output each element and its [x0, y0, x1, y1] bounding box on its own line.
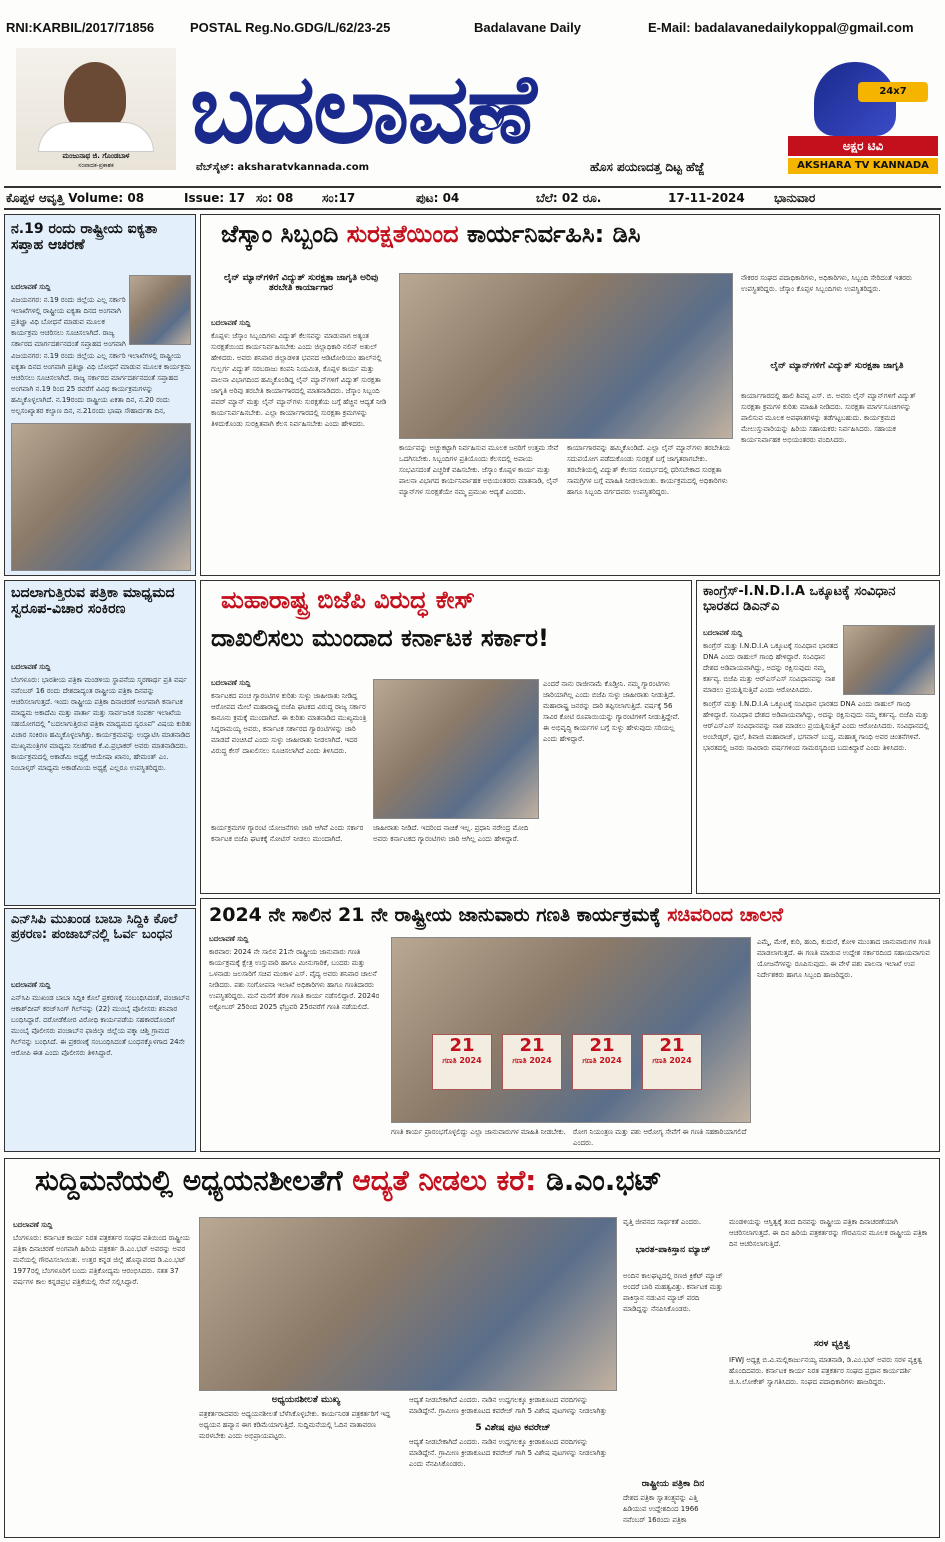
- price: ಬೆಲೆ: 02 ರೂ.: [536, 191, 602, 205]
- sanchike: ಸಂ:17: [322, 191, 356, 205]
- maharashtra-headline-2: ದಾಖಲಿಸಲು ಮುಂದಾದ ಕರ್ನಾಟಕ ಸರ್ಕಾರ!: [211, 624, 549, 652]
- poster-caption: ಗಣತಿ 2024: [442, 1056, 482, 1065]
- maharashtra-text-bottom-left: ಕಾರ್ಯಕ್ರಮಗಳ ಗ್ಯಾರಂಟಿ ಯೋಜನೆಗಳು ಜಾರಿ ಆಗಿವೆ ಎಂದು ಸರ್ಕಾರ ಕರ್ನಾಟಕ ಬಿಜೆಪಿ ಘಟಕಕ್ಕೆ ನೋಟಿಸ್ ನೀಡಲು ಮುಂದಾಗಿದೆ.: [211, 824, 364, 843]
- gescom-text-right2: ಕಾರ್ಯಾಗಾರದಲ್ಲಿ ಹಾಲಿ ಶಿವಪ್ಪ ಎಸ್. ಬಿ. ಅವರು ಲೈನ್ ಮ್ಯಾನ್‌ಗಳಿಗೆ ವಿದ್ಯುತ್ ಸುರಕ್ಷತಾ ಕ್ರಮಗಳ ಕುರಿತು ಮಾಹಿತಿ ನೀಡಿದರು. ಸುರಕ್ಷತಾ ಮಾರ್ಗಸೂಚಿಗಳನ್ನು ಪಾಲಿಸುವ ಮೂಲಕ ಅಪಘಾತಗಳನ್ನು ತಡೆಗಟ್ಟಬಹುದು. ಕಾರ್ಯಕ್ರಮದ ಮೇಲುಸ್ತುವಾರಿಯನ್ನು ಹಿರಿಯ ಸಹಾಯಕರು ನಿರ್ವಹಿಸಿದರು. ಸಹಾಯಕ ಕಾರ್ಯನಿರ್ವಾಹಕ ಅಭಿಯಂತರರು ವಂದಿಸಿದರು.: [741, 392, 916, 444]
- issue: Issue: 17: [184, 191, 246, 205]
- story-headline: ಬದಲಾಗುತ್ತಿರುವ ಪತ್ರಿಕಾ ಮಾಧ್ಯಮದ ಸ್ವರೂಪ-ವಿಚಾರ ಸಂಕಿರಣ: [11, 585, 175, 618]
- maharashtra-text-left: ಕರ್ನಾಟಕದ ಪಂಚ ಗ್ಯಾರಂಟಿಗಳ ಕುರಿತು ಸುಳ್ಳು ಜಾಹೀರಾತು ನೀಡಿದ್ದ ಆರೋಪದ ಮೇಲೆ ಮಹಾರಾಷ್ಟ್ರ ಬಿಜೆಪಿ ಘಟಕದ ವಿರುದ್ಧ ರಾಜ್ಯ ಸರ್ಕಾರ ಕಾನೂನು ಕ್ರಮಕ್ಕೆ ಮುಂದಾಗಿದೆ. ಈ ಕುರಿತು ಮಾತನಾಡಿದ ಮುಖ್ಯಮಂತ್ರಿ ಸಿದ್ದರಾಮಯ್ಯ ಅವರು, ಕರ್ನಾಟಕ ಸರ್ಕಾರದ ಗ್ಯಾರಂಟಿಗಳನ್ನು ಜಾರಿ ಮಾಡದೆ ವಂಚಿಸಿದೆ ಎಂದು ಸುಳ್ಳು ಜಾಹೀರಾತು ನೀಡಲಾಗಿದೆ. ಇದರ ವಿರುದ್ಧ ಕೇಸ್ ದಾಖಲಿಸಲು ಸೂಚಿಸಲಾಗಿದೆ ಎಂದು ತಿಳಿಸಿದರು.: [211, 692, 367, 755]
- headline-part-1: 2024 ನೇ ಸಾಲಿನ 21 ನೇ ರಾಷ್ಟ್ರೀಯ ಜಾನುವಾರು ಗಣತಿ ಕಾರ್ಯಕ್ರಮಕ್ಕೆ: [209, 904, 661, 926]
- poster-caption: ಗಣತಿ 2024: [582, 1056, 622, 1065]
- story-text: ಎನ್‌ಸಿಪಿ ಮುಖಂಡ ಬಾಬಾ ಸಿದ್ದಿಕಿ ಕೊಲೆ ಪ್ರಕರಣಕ್ಕೆ ಸಂಬಂಧಿಸಿದಂತೆ, ಪಂಜಾಬ್‌ನ ಆಕಾಶ್‌ದೀಪ್ ಕರಜ್‌ಸಿಂಗ್ ಗಿಲ್‌ನನ್ನು (22) ಮುಂಬೈ ಪೊಲೀಸರು ಶನಿವಾರ ಬಂಧಿಸಿದ್ದಾರೆ. ದರೋಡೆಕೋರ ವಿರೋಧಿ ಕಾರ್ಯಪಡೆಯ ಸಹಕಾರದೊಂದಿಗೆ ಮುಂಬೈ ಪೊಲೀಸರು ಪಂಜಾಬ್‌ನ ಫಾಜಿಲ್ಕಾ ಜಿಲ್ಲೆಯ ಪಕ್ಕಾ ಚಿಶ್ತಿ ಗ್ರಾಮದ ಗಿಲ್‌ನನ್ನು ಬಂಧಿಸಿದೆ. ಈ ಪ್ರಕರಣಕ್ಕೆ ಸಂಬಂಧಿಸಿದಂತೆ ಬಂಧನಕ್ಕೊಳಗಾದ 24ನೇ ಆರೋಪಿ ಈತ ಎಂದು ಪೊಲೀಸರು ತಿಳಿಸಿದ್ದಾರೆ.: [11, 994, 190, 1057]
- bhat-text-right2: ದೇಶದ ಪತ್ರಿಕಾ ಸ್ವಾತಂತ್ರ್ಯವನ್ನು ಎತ್ತಿ ಹಿಡಿಯುವ ಉದ್ದೇಶದಿಂದ 1966 ನವೆಂಬರ್ 16ರಂದು ಪತ್ರಿಕಾ: [623, 1494, 699, 1524]
- bhat-text-far-right2: IFWJ ಅಧ್ಯಕ್ಷ ಬಿ.ವಿ.ಮಲ್ಲಿಕಾರ್ಜುನಯ್ಯ ಮಾತನಾಡಿ, ಡಿ.ಎಂ.ಭಟ್ ಅವರು ಸರಳ ವ್ಯಕ್ತಿತ್ವ ಹೊಂದಿದವರು. ಕರ್ನಾಟಕ ಕಾರ್ಯ ನಿರತ ಪತ್ರಕರ್ತರ ಸಂಘದ ಪ್ರಧಾನ ಕಾರ್ಯದರ್ಶಿ ಜಿ.ಸಿ.ಲೋಕೇಶ್ ಸ್ವಾಗತಿಸಿದರು. ಸಂಘದ ಪದಾಧಿಕಾರಿಗಳು ಹಾಜರಿದ್ದರು.: [729, 1356, 923, 1386]
- congress-headline: ಕಾಂಗ್ರೆಸ್-I.N.D.I.A ಒಕ್ಕೂಟಕ್ಕೆ ಸಂವಿಧಾನ ಭಾರತದ ಡಿಎನ್‌ಎ: [703, 584, 896, 614]
- rni-number: RNI:KARBIL/2017/71856: [6, 20, 155, 35]
- editor-role: ಸಂಪಾದಕ-ಪ್ರಕಾಶಕ: [78, 162, 114, 169]
- left-story-1: [4, 214, 196, 576]
- story-text-b: ವಿಜಯನಗರ: ನ.19 ರಂದು ಜಿಲ್ಲೆಯ ಎಲ್ಲ ಸರ್ಕಾರಿ ಇಲಾಖೆಗಳಲ್ಲಿ ರಾಷ್ಟ್ರೀಯ ಐಕ್ಯತಾ ದಿನದ ಅಂಗವಾಗಿ ಪ್ರತಿಜ್ಞಾ ವಿಧಿ ಬೋಧನೆ ಮಾಡುವ ಮೂಲಕ ಕಾರ್ಯಕ್ರಮ ಆಚರಿಸಲು ಸೂಚಿಸಲಾಗಿದೆ. ರಾಜ್ಯ ಸರ್ಕಾರದ ಮಾರ್ಗದರ್ಶನದಂತೆ ಸಪ್ತಾಹದ ಅಂಗವಾಗಿ ನ.19 ರಿಂದ 25 ರವರೆಗೆ ವಿವಿಧ ಕಾರ್ಯಕ್ರಮಗಳನ್ನು ಹಮ್ಮಿಕೊಳ್ಳಲಾಗಿದೆ. ನ.19ರಂದು ರಾಷ್ಟ್ರೀಯ ಏಕತಾ ದಿನ, ನ.20 ರಂದು ಅಲ್ಪಸಂಖ್ಯಾತರ ಕಲ್ಯಾಣ ದಿನ, ನ.21ರಂದು ಭಾಷಾ ಸೌಹಾರ್ದತಾ ದಿನ,: [11, 352, 191, 415]
- census-text-right: ಎಮ್ಮೆ, ಮೇಕೆ, ಕುರಿ, ಹಂದಿ, ಕುದುರೆ, ಕೋಳಿ ಮುಂತಾದ ಜಾನುವಾರುಗಳ ಗಣತಿ ಮಾಡಲಾಗುತ್ತದೆ. ಈ ಗಣತಿ ಮಾಡುವ ಉದ್ದೇಶ ಸರ್ಕಾರದಿಂದ ಸಹಾಯವಾಗುವ ಯೋಜನೆಗಳನ್ನು ರೂಪಿಸುವುದು. ಈ ವೇಳೆ ಪಶು ಪಾಲನಾ ಇಲಾಖೆ ಉಪ ನಿರ್ದೇಶಕರು ಹಾಗೂ ಸಿಬ್ಬಂದಿ ಹಾಜರಿದ್ದರು.: [757, 938, 931, 979]
- bhat-sub2: 5 ವಿಶೇಷ ಪುಟ ಕವರೇಜ್: [475, 1423, 551, 1433]
- maharashtra-headline-1: ಮಹಾರಾಷ್ಟ್ರ ಬಿಜೆಪಿ ವಿರುದ್ಧ ಕೇಸ್: [221, 586, 475, 614]
- bhat-headline: [35, 1165, 915, 1197]
- page-count: ಪುಟ: 04: [416, 191, 460, 205]
- gescom-side-head: ಲೈನ್ ಮ್ಯಾನ್‌ಗಳಿಗೆ ವಿದ್ಯುತ್ ಸುರಕ್ಷತಾ ಜಾಗೃತಿ: [770, 361, 904, 371]
- census-text-mid2: ರೋಗ ನಿಯಂತ್ರಣ ಮತ್ತು ಪಶು ಆರೋಗ್ಯ ಸೇವೆಗೆ ಈ ಗಣತಿ ಸಹಕಾರಿಯಾಗಲಿದೆ ಎಂದರು.: [573, 1128, 747, 1147]
- left-story-2: [4, 580, 196, 906]
- bhat-text-mid2: ಆದ್ಯತೆ ನೀಡಬೇಕಾಗಿದೆ ಎಂದರು. ನಾಡಿನ ಉದ್ದಗಲಕ್ಕೂ ಕ್ರೀಡಾಕೂಟದ ವರದಿಗಳನ್ನು ಮಾಡಿದ್ದೇನೆ. ಗ್ರಾಮೀಣ ಕ್ರೀಡಾಕೂಟದ ಕವರೇಜ್ ಗಾಗಿ 5 ವಿಶೇಷ ಪುಟಗಳನ್ನು ನೀಡಲಾಗಿತ್ತು ಎಂದು ನೆನಪಿಸಿಕೊಂಡರು.: [409, 1438, 607, 1468]
- headline-part-2: ಸುರಕ್ಷತೆಯಿಂದ: [346, 220, 459, 248]
- cm-photo: [373, 679, 539, 819]
- compass-icon: [478, 104, 504, 130]
- congress-text-a: ಕಾಂಗ್ರೆಸ್ ಮತ್ತು I.N.D.I.A ಒಕ್ಕೂಟಕ್ಕೆ ಸಂವಿಧಾನ ಭಾರತದ DNA ಎಂದು ರಾಹುಲ್ ಗಾಂಧಿ ಹೇಳಿದ್ದಾರೆ. ಸಂವಿಧಾನ ದೇಶದ ಅಡಿಪಾಯವಾಗಿದ್ದು, ಅದನ್ನು ರಕ್ಷಿಸುವುದು ನಮ್ಮ ಕರ್ತವ್ಯ. ಬಿಜೆಪಿ ಮತ್ತು ಆರ್‌ಎಸ್‌ಎಸ್ ಸಂವಿಧಾನವನ್ನು ನಾಶ ಮಾಡಲು ಪ್ರಯತ್ನಿಸುತ್ತಿವೆ ಎಂದು ಆರೋಪಿಸಿದರು.: [703, 642, 838, 694]
- byline: ಬದಲಾವಣೆ ಸುದ್ದಿ: [211, 319, 251, 327]
- poster-number: 21: [449, 1035, 475, 1056]
- bhat-text-left: ಬೆಂಗಳೂರು: ಕರ್ನಾಟಕ ಕಾರ್ಯ ನಿರತ ಪತ್ರಕರ್ತರ ಸಂಘದ ವತಿಯಿಂದ ರಾಷ್ಟ್ರೀಯ ಪತ್ರಿಕಾ ದಿನಾಚರಣೆ ಅಂಗವಾಗಿ ಹಿರಿಯ ಪತ್ರಕರ್ತ ಡಿ.ಎಂ.ಭಟ್ ಅವರನ್ನು ಅವರ ಮನೆಯಲ್ಲಿ ಗೌರವಿಸಲಾಯಿತು. ಉತ್ತರ ಕನ್ನಡ ಜಿಲ್ಲೆ ಹೊನ್ನಾವರದ ಡಿ.ಎಂ.ಭಟ್ 1977ರಲ್ಲಿ ಬೆಂಗಳೂರಿಗೆ ಬಂದು ಪತ್ರಿಕೋದ್ಯಮ ಆರಂಭಿಸಿದರು. ಸತತ 37 ವರ್ಷಗಳ ಕಾಲ ಕನ್ನಡಪ್ರಭ ಪತ್ರಿಕೆಯಲ್ಲಿ ಸೇವೆ ಸಲ್ಲಿಸಿದ್ದಾರೆ.: [13, 1234, 190, 1286]
- byline: ಬದಲಾವಣೆ ಸುದ್ದಿ: [11, 981, 51, 989]
- congress-text-b: ಕಾಂಗ್ರೆಸ್ ಮತ್ತು I.N.D.I.A ಒಕ್ಕೂಟಕ್ಕೆ ಸಂವಿಧಾನ ಭಾರತದ DNA ಎಂದು ರಾಹುಲ್ ಗಾಂಧಿ ಹೇಳಿದ್ದಾರೆ. ಸಂವಿಧಾನ ದೇಶದ ಅಡಿಪಾಯವಾಗಿದ್ದು, ಅದನ್ನು ರಕ್ಷಿಸುವುದು ನಮ್ಮ ಕರ್ತವ್ಯ. ಬಿಜೆಪಿ ಮತ್ತು ಆರ್‌ಎಸ್‌ಎಸ್ ಸಂವಿಧಾನವನ್ನು ನಾಶ ಮಾಡಲು ಪ್ರಯತ್ನಿಸುತ್ತಿವೆ ಎಂದು ಆರೋಪಿಸಿದರು. ಸಂವಿಧಾನದಲ್ಲಿ ಅಂಬೇಡ್ಕರ್, ಫುಲೆ, ಶಿವಾಜಿ ಮಹಾರಾಜ್, ಭಗವಾನ್ ಬುದ್ಧ, ಮಹಾತ್ಮ ಗಾಂಧಿ ಅವರ ಚಿಂತನೆಗಳಿವೆ. ಭಾರತದಲ್ಲಿ ಜನರು ಸಾವಿರಾರು ವರ್ಷಗಳಿಂದ ಸಾಮರಸ್ಯದಿಂದ ಬದುಕಿದ್ದಾರೆ ಎಂದು ತಿಳಿಸಿದರು.: [703, 700, 929, 752]
- gescom-text-right: ನೌಕರರ ಸಂಘದ ಪದಾಧಿಕಾರಿಗಳು, ಅಧಿಕಾರಿಗಳು, ಸಿಬ್ಬಂದಿ ಸೇರಿದಂತೆ ಇತರರು ಉಪಸ್ಥಿತರಿದ್ದರು. ಜೆಸ್ಕಾಂ ಕೊಪ್ಪಳ ಸಿಬ್ಬಂದಿಗಳು ಉಪಸ್ಥಿತರಿದ್ದರು.: [741, 274, 912, 293]
- poster-number: 21: [519, 1035, 545, 1056]
- headline-part-2: ಆದ್ಯತೆ ನೀಡಲು ಕರೆ:: [352, 1164, 537, 1197]
- headline-part-1: ಸುದ್ದಿಮನೆಯಲ್ಲಿ ಅಧ್ಯಯನಶೀಲತೆಗೆ: [35, 1164, 343, 1197]
- edition-info-bar: [4, 186, 941, 210]
- byline: ಬದಲಾವಣೆ ಸುದ್ದಿ: [703, 629, 743, 637]
- gescom-headline: [221, 221, 931, 249]
- bhat-sub4: ರಾಷ್ಟ್ರೀಯ ಪತ್ರಿಕಾ ದಿನ: [641, 1479, 705, 1489]
- byline: ಬದಲಾವಣೆ ಸುದ್ದಿ: [13, 1221, 53, 1229]
- headline-part-3: ಕಾರ್ಯನಿರ್ವಹಿಸಿ: ಡಿಸಿ: [466, 220, 641, 248]
- census-story: [200, 898, 940, 1152]
- akshara-tv-logo: [788, 62, 938, 190]
- official-photo: [129, 275, 191, 345]
- byline: ಬದಲಾವಣೆ ಸುದ್ದಿ: [11, 283, 51, 291]
- census-text-left: ಕಾರವಾರ: 2024 ನೇ ಸಾಲಿನ 21ನೇ ರಾಷ್ಟ್ರೀಯ ಜಾನುವಾರು ಗಣತಿ ಕಾರ್ಯಕ್ರಮಕ್ಕೆ ಕ್ಷೇತ್ರ ಉಸ್ತುವಾರಿ ಹಾಗೂ ಮೀನುಗಾರಿಕೆ, ಬಂದರು ಮತ್ತು ಒಳನಾಡು ಜಲಸಾರಿಗೆ ಸಚಿವ ಮಂಕಾಳ ಎಸ್. ವೈದ್ಯ ಅವರು ಶನಿವಾರ ಚಾಲನೆ ನೀಡಿದರು. ಪಶು ಸಂಗೋಪನಾ ಇಲಾಖೆ ಅಧಿಕಾರಿಗಳು ಹಾಗೂ ಗಣತಿದಾರರು ಉಪಸ್ಥಿತರಿದ್ದರು. ಮನೆ ಮನೆಗೆ ತೆರಳಿ ಗಣತಿ ಕಾರ್ಯ ನಡೆಸಲಿದ್ದಾರೆ. 2024ರ ಅಕ್ಟೋಬರ್ 25ರಿಂದ 2025 ಫೆಬ್ರವರಿ 25ರವರೆಗೆ ಗಣತಿ ನಡೆಯಲಿದೆ.: [209, 948, 380, 1011]
- maharashtra-text-right: ಎಂದರೆ ನಾನು ರಾಜೀನಾಮೆ ಕೊಡ್ತೀನಿ. ನಮ್ಮ ಗ್ಯಾರಂಟಿಗಳು ಜಾರಿಯಾಗಿಲ್ಲ ಎಂದು ಬಿಜೆಪಿ ಸುಳ್ಳು ಜಾಹೀರಾತು ನೀಡುತ್ತಿದೆ. ಮಹಾರಾಷ್ಟ್ರ ಜನರನ್ನು ದಾರಿ ತಪ್ಪಿಸಲಾಗುತ್ತಿದೆ. ವರ್ಷಕ್ಕೆ 56 ಸಾವಿರ ಕೋಟಿ ರೂಪಾಯಿಯನ್ನು ಗ್ಯಾರಂಟಿಗಳಿಗೆ ನೀಡುತ್ತಿದ್ದೇವೆ. ಈ ಅಭಿವೃದ್ಧಿ ಕಾರ್ಯಗಳ ಬಗ್ಗೆ ಸುಳ್ಳು ಹೇಳುವುದು ಸರಿಯಲ್ಲ ಎಂದು ಹೇಳಿದ್ದಾರೆ.: [543, 680, 680, 743]
- gescom-text-mid1: ಕಾರ್ಯವನ್ನು ಅಚ್ಚುಕಟ್ಟಾಗಿ ನಿರ್ವಹಿಸುವ ಮೂಲಕ ಜನರಿಗೆ ಉತ್ತಮ ಸೇವೆ ಒದಗಿಸಬೇಕು. ಸಿಬ್ಬಂದಿಗಳ ಪ್ರತಿಯೊಂದು ಕೆಲಸದಲ್ಲಿ ಅಪಾಯ ಸಂಭವಿಸದಂತೆ ಎಚ್ಚರಿಕೆ ವಹಿಸಬೇಕು. ಜೆಸ್ಕಾಂ ಕೊಪ್ಪಳ ಕಾರ್ಯ ಮತ್ತು ಪಾಲನಾ ವಿಭಾಗದ ಕಾರ್ಯನಿರ್ವಾಹಕ ಅಭಿಯಂತರರು ಮಾತನಾಡಿ, ಲೈನ್ ಮ್ಯಾನ್‌ಗಳ ಸುರಕ್ಷತೆಯೇ ನಮ್ಮ ಪ್ರಮುಖ ಆದ್ಯತೆ ಎಂದರು.: [399, 444, 559, 496]
- byline: ಬದಲಾವಣೆ ಸುದ್ದಿ: [211, 679, 251, 687]
- event-photo: [11, 423, 191, 571]
- postal-reg: POSTAL Reg.No.GDG/L/62/23-25: [190, 20, 391, 35]
- story-text-a: ವಿಜಯನಗರ: ನ.19 ರಂದು ಜಿಲ್ಲೆಯ ಎಲ್ಲ ಸರ್ಕಾರಿ ಇಲಾಖೆಗಳಲ್ಲಿ ರಾಷ್ಟ್ರೀಯ ಐಕ್ಯತಾ ದಿನದ ಅಂಗವಾಗಿ ಪ್ರತಿಜ್ಞಾ ವಿಧಿ ಬೋಧನೆ ಮಾಡುವ ಮೂಲಕ ಕಾರ್ಯಕ್ರಮ ಆಚರಿಸಲು ಸೂಚಿಸಲಾಗಿದೆ. ರಾಜ್ಯ ಸರ್ಕಾರದ ಮಾರ್ಗದರ್ಶನದಂತೆ ಸಪ್ತಾಹದ ಅಂಗವಾಗಿ: [11, 296, 126, 348]
- headline-part-3: ಡಿ.ಎಂ.ಭಟ್: [546, 1164, 662, 1197]
- poster-caption: ಗಣತಿ 2024: [652, 1056, 692, 1065]
- bhat-text-right: ಅಂದಿನ ಕಾಲಘಟ್ಟದಲ್ಲಿ ರಣಜಿ ಕ್ರಿಕೆಟ್ ಮ್ಯಾಚ್ ಅಂದರೆ ಬಾರಿ ಮಹತ್ವವಿತ್ತು. ಕರ್ನಾಟಕ ಮತ್ತು ಪಾಕಿಸ್ತಾನ ನಡುವಿನ ಮ್ಯಾಚ್ ವರದಿ ಮಾಡಿದ್ದನ್ನು ನೆನಪಿಸಿಕೊಂಡರು.: [623, 1272, 723, 1313]
- story-text: ಬೆಂಗಳೂರು: ಭಾರತೀಯ ಪತ್ರಿಕಾ ಮಂಡಳಿಯ ಸ್ಥಾಪನೆಯ ಸ್ಮರಣಾರ್ಥ ಪ್ರತಿ ವರ್ಷ ನವೆಂಬರ್ 16 ರಂದು ದೇಶದಾದ್ಯಂತ ರಾಷ್ಟ್ರೀಯ ಪತ್ರಿಕಾ ದಿನವನ್ನು ಆಚರಿಸಲಾಗುತ್ತದೆ. ಇಂದು ರಾಷ್ಟ್ರೀಯ ಪತ್ರಿಕಾ ದಿನಾಚರಣೆ ಅಂಗವಾಗಿ ಕರ್ನಾಟಕ ಮಾಧ್ಯಮ ಅಕಾದೆಮಿ ಮತ್ತು ವಾರ್ತಾ ಮತ್ತು ಸಾರ್ವಜನಿಕ ಸಂಪರ್ಕ ಇಲಾಖೆಯ ಸಹಯೋಗದಲ್ಲಿ "ಬದಲಾಗುತ್ತಿರುವ ಪತ್ರಿಕಾ ಮಾಧ್ಯಮದ ಸ್ವರೂಪ" ವಿಷಯ ಕುರಿತು ವಿಚಾರ ಸಂಕಿರಣ ಹಮ್ಮಿಕೊಳ್ಳಲಾಗಿತ್ತು. ಕಾರ್ಯಕ್ರಮವನ್ನು ಉದ್ಘಾಟಿಸಿ ಮಾತನಾಡಿದ ಮುಖ್ಯಮಂತ್ರಿಗಳ ಮಾಧ್ಯಮ ಸಲಹೆಗಾರ ಕೆ.ವಿ.ಪ್ರಭಾಕರ್ ಅವರು ಮಾತನಾಡಿದರು. ಕಾರ್ಯಕ್ರಮದಲ್ಲಿ ಅಕಾಡೆಮಿ ಅಧ್ಯಕ್ಷೆ ಆಯೇಷಾ ಖಾನಂ, ಹೇಮಂತ್ ಎಂ. ನಿಂಬಾಳ್ಕರ್ ಮಾಧ್ಯಮ ಅಕಾಡೆಮಿಯ ಅಧ್ಯಕ್ಷೆ ಎಲ್ಲರೂ ಉಪಸ್ಥಿತರಿದ್ದರು.: [11, 676, 192, 772]
- samputa: ಸಂ: 08: [256, 191, 294, 205]
- rahul-gandhi-photo: [843, 625, 935, 695]
- headline-part-1: ಜೆಸ್ಕಾಂ ಸಿಬ್ಬಂದಿ: [221, 220, 339, 248]
- editor-caption: ಮಂಜುನಾಥ ಜಿ. ಗೊಂಡಬಾಳ: [62, 152, 130, 160]
- editor-photo: [16, 48, 176, 170]
- daily-name: Badalavane Daily: [474, 20, 581, 35]
- gescom-text-mid2: ಕಾರ್ಯಾಗಾರವನ್ನು ಹಮ್ಮಿಕೊಂಡಿದೆ. ಎಲ್ಲಾ ಲೈನ್ ಮ್ಯಾನ್‌ಗಳು ತರಬೇತಿಯ ಸದುಪಯೋಗ ಪಡೆದುಕೊಂಡು ಸುರಕ್ಷತೆ ಬಗ್ಗೆ ಜಾಗೃತರಾಗಬೇಕು. ತರಬೇತಿಯಲ್ಲಿ ವಿದ್ಯುತ್ ಕೆಲಸದ ಸಂದರ್ಭದಲ್ಲಿ ಧರಿಸಬೇಕಾದ ಸುರಕ್ಷತಾ ಸಾಮಗ್ರಿಗಳ ಬಗ್ಗೆ ಮಾಹಿತಿ ನೀಡಲಾಯಿತು. ಕಾರ್ಯಕ್ರಮದಲ್ಲಿ ಅಧಿಕಾರಿಗಳು ಹಾಗೂ ಸಿಬ್ಬಂದಿ ವರ್ಗದವರು ಉಪಸ್ಥಿತರಿದ್ದರು.: [567, 444, 731, 496]
- poster-number: 21: [589, 1035, 615, 1056]
- editor-shirt: [38, 122, 154, 152]
- tagline: ಹೊಸ ಪಯಣದತ್ತ ದಿಟ್ಟ ಹೆಜ್ಜೆ: [590, 160, 705, 174]
- story-headline: ಎನ್‌ಸಿಪಿ ಮುಖಂಡ ಬಾಬಾ ಸಿದ್ದಿಕಿ ಕೊಲೆ ಪ್ರಕರಣ: ಪಂಜಾಬ್‌ನಲ್ಲಿ ಓರ್ವ ಬಂಧನ: [11, 912, 178, 942]
- left-story-3: [4, 908, 196, 1152]
- bhat-sub3: ಭಾರತ-ಪಾಕಿಸ್ತಾನ ಮ್ಯಾಚ್: [635, 1245, 711, 1255]
- census-headline: [209, 905, 935, 927]
- email[interactable]: E-Mail: badalavanedailykoppal@gmail.com: [648, 20, 914, 35]
- maharashtra-story: [200, 580, 692, 894]
- census-poster-4: [642, 1034, 702, 1090]
- date: 17-11-2024: [668, 191, 745, 205]
- congress-story: [696, 580, 940, 894]
- tv-name: ಅಕ್ಷರ ಟಿವಿ: [788, 136, 938, 156]
- census-text-mid: ಗಣತಿ ಕಾರ್ಯ ಪ್ರಾರಂಭಗೊಳ್ಳಲಿದ್ದು ಎಲ್ಲಾ ಜಾನುವಾರುಗಳ ಮಾಹಿತಿ ನೀಡಬೇಕು.: [391, 1128, 566, 1136]
- tv-sub: AKSHARA TV KANNADA: [788, 158, 938, 174]
- bhat-text-mid: ಪತ್ರಕರ್ತರಾದವರು ಅಧ್ಯಯನಶೀಲತೆ ಬೆಳೆಸಿಕೊಳ್ಳಬೇಕು. ಕಾರ್ಯನಿರತ ಪತ್ರಕರ್ತರಿಗೆ ಇದ್ದ ಅಧ್ಯಯನ ಹವ್ಯಾಸ ಈಗ ಕಡಿಮೆಯಾಗುತ್ತಿದೆ. ಸುದ್ದಿಮನೆಯಲ್ಲಿ ಓದಿನ ವಾತಾವರಣ ಮರಳಬೇಕು ಎಂದು ಅಭಿಪ್ರಾಯಪಟ್ಟರು.: [199, 1410, 391, 1440]
- bhat-text-far-right: ಮಂಡಳಿಯನ್ನು ಆಸ್ತಿತ್ವಕ್ಕೆ ತಂದ ದಿನವನ್ನು ರಾಷ್ಟ್ರೀಯ ಪತ್ರಿಕಾ ದಿನಾಚರಣೆಯಾಗಿ ಆಚರಿಸಲಾಗುತ್ತದೆ. ಈ ದಿನ ಹಿರಿಯ ಪತ್ರಕರ್ತರನ್ನು ಗೌರವಿಸುವ ಮೂಲಕ ರಾಷ್ಟ್ರೀಯ ಪತ್ರಿಕಾ ದಿನ ಆಚರಿಸಲಾಗುತ್ತಿದೆ.: [729, 1218, 928, 1248]
- edition: ಕೊಪ್ಪಳ ಆವೃತ್ತಿ Volume: 08: [6, 191, 145, 205]
- gescom-text-left: ಕೊಪ್ಪಳ: ಜೆಸ್ಕಾಂ ಸಿಬ್ಬಂದಿಗಳು ವಿದ್ಯುತ್ ಕೆಲಸವನ್ನು ಮಾಡುವಾಗ ಅತ್ಯಂತ ಸುರಕ್ಷತೆಯಿಂದ ಕಾರ್ಯನಿರ್ವಹಿಸಬೇಕು ಎಂದು ಜಿಲ್ಲಾಧಿಕಾರಿ ನಲಿನ್ ಅತುಲ್ ಹೇಳಿದರು. ಅವರು ಶನಿವಾರ ಜಿಲ್ಲಾಡಳಿತ ಭವನದ ಆಡಿಟೋರಿಯಂ ಹಾಲ್‌ನಲ್ಲಿ ಗುಲ್ಬರ್ಗ ವಿದ್ಯುತ್ ಸರಬರಾಜು ಕಂಪನಿ ನಿಯಮಿತ, ಕೊಪ್ಪಳ ಕಾರ್ಯ ಮತ್ತು ಪಾಲನಾ ವಿಭಾಗದಿಂದ ಹಮ್ಮಿಕೊಂಡಿದ್ದ ಲೈನ್ ಮ್ಯಾನ್‌ಗಳಿಗೆ ವಿದ್ಯುತ್ ಸುರಕ್ಷತಾ ಜಾಗೃತಿ ಅರಿವು ತರಬೇತಿ ಕಾರ್ಯಾಗಾರದಲ್ಲಿ ಮಾತನಾಡಿದರು. ಜೆಸ್ಕಾಂ ಸಿಬ್ಬಂದಿ ಪವರ್ ಮ್ಯಾನ್ ಮತ್ತು ಲೈನ್ ಮ್ಯಾನ್‌ಗಳು ಸುರಕ್ಷತೆಯ ಬಗ್ಗೆ ಹೆಚ್ಚಿನ ಆದ್ಯತೆ ನೀಡಿ ಕಾರ್ಯನಿರ್ವಹಿಸಬೇಕು. ಎಲ್ಲಾ ಕಾರ್ಯಾಗಾರದಲ್ಲಿ ಸುರಕ್ಷತಾ ಕ್ರಮಗಳನ್ನು ತಿಳಿದುಕೊಂಡು ಸುರಕ್ಷಿತವಾಗಿ ಕೆಲಸ ನಿರ್ವಹಿಸಬೇಕು ಎಂದು ಹೇಳಿದರು.: [211, 332, 387, 428]
- website[interactable]: ವೆಬ್‌ಸೈಟ್: aksharatvkannada.com: [196, 162, 370, 173]
- census-photo: [391, 937, 751, 1123]
- census-poster-2: [502, 1034, 562, 1090]
- bhat-text-right-top: ವೃತ್ತಿ ಜೀವನದ ಸಾರ್ಥಕತೆ ಎಂದರು.: [623, 1218, 702, 1226]
- top-info-line: [6, 18, 939, 46]
- census-poster-1: [432, 1034, 492, 1090]
- bhat-photo: [199, 1217, 617, 1391]
- gescom-photo: [399, 273, 733, 439]
- gescom-subtitle: ಲೈನ್ ಮ್ಯಾನ್‌ಗಳಿಗೆ ವಿದ್ಯುತ್ ಸುರಕ್ಷತಾ ಜಾಗೃತಿ ಅರಿವು ತರಬೇತಿ ಕಾರ್ಯಾಗಾರ: [223, 273, 379, 294]
- byline: ಬದಲಾವಣೆ ಸುದ್ದಿ: [209, 935, 249, 943]
- byline: ಬದಲಾವಣೆ ಸುದ್ದಿ: [11, 663, 51, 671]
- headline-part-2: ಸಚಿವರಿಂದ ಚಾಲನೆ: [667, 904, 783, 926]
- poster-number: 21: [659, 1035, 685, 1056]
- bhat-story: [4, 1158, 940, 1538]
- bhat-caption: ಅಧ್ಯಯನಶೀಲತೆ ಮುಖ್ಯ: [271, 1395, 341, 1405]
- gescom-story: [200, 214, 940, 576]
- bhat-sub5: ಸರಳ ವ್ಯಕ್ತಿತ್ವ: [814, 1339, 850, 1349]
- census-poster-3: [572, 1034, 632, 1090]
- tv-247-badge: 24x7: [858, 82, 928, 102]
- story-headline: ನ.19 ರಂದು ರಾಷ್ಟ್ರೀಯ ಐಕ್ಯತಾ ಸಪ್ತಾಹ ಆಚರಣೆ: [11, 221, 158, 254]
- bhat-text-mid2a: ಆದ್ಯತೆ ನೀಡಬೇಕಾಗಿದೆ ಎಂದರು. ನಾಡಿನ ಉದ್ದಗಲಕ್ಕೂ ಕ್ರೀಡಾಕೂಟದ ವರದಿಗಳನ್ನು ಮಾಡಿದ್ದೇನೆ. ಗ್ರಾಮೀಣ ಕ್ರೀಡಾಕೂಟದ ಕವರೇಜ್ ಗಾಗಿ 5 ವಿಶೇಷ ಪುಟಗಳನ್ನು ನೀಡಲಾಗಿತ್ತು: [409, 1396, 607, 1415]
- day: ಭಾನುವಾರ: [774, 191, 816, 205]
- masthead-title: ಬದಲಾವಣೆ: [190, 53, 535, 165]
- poster-caption: ಗಣತಿ 2024: [512, 1056, 552, 1065]
- maharashtra-text-bottom-mid: ಜಾಹೀರಾತು ನೀಡಿದೆ. ಇದರಿಂದ ನಾಚಿಕೆ ಇಲ್ಲ. ಪ್ರಧಾನಿ ನರೇಂದ್ರ ಮೋದಿ ಅವರು ಕರ್ನಾಟಕದ ಗ್ಯಾರಂಟಿಗಳು ಜಾರಿ ಆಗಿಲ್ಲ ಎಂದು ಹೇಳಿದ್ದಾರೆ.: [373, 824, 529, 843]
